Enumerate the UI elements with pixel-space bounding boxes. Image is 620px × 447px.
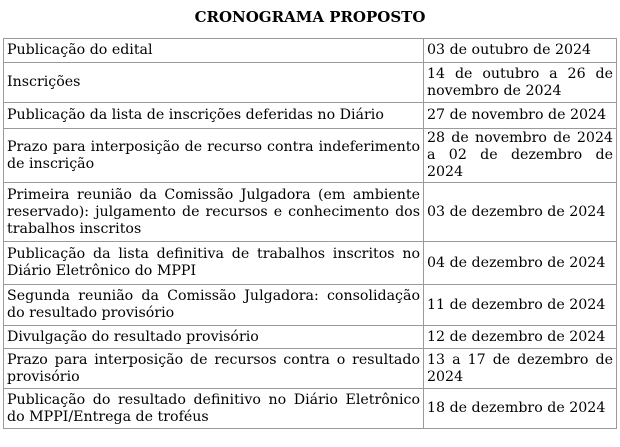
page-title: CRONOGRAMA PROPOSTO xyxy=(194,8,426,26)
date-cell: 03 de outubro de 2024 xyxy=(424,39,617,63)
table-row xyxy=(4,349,617,389)
date-cell: 04 de dezembro de 2024 xyxy=(424,242,617,285)
date-cell: 28 de novembro de 2024 a 02 de dezembro de 2024 xyxy=(424,129,617,183)
table-row xyxy=(4,183,617,242)
table-row xyxy=(4,103,617,129)
date-cell: 27 de novembro de 2024 xyxy=(424,103,617,129)
table-row xyxy=(4,389,617,429)
event-cell: Publicação do resultado definitivo no Diário Eletrônico do MPPI/Entrega de troféus xyxy=(4,389,424,429)
date-cell: 18 de dezembro de 2024 xyxy=(424,389,617,429)
date-cell: 13 a 17 de dezembro de 2024 xyxy=(424,349,617,389)
date-cell: 11 de dezembro de 2024 xyxy=(424,285,617,326)
event-cell: Inscrições xyxy=(4,63,424,103)
event-cell: Divulgação do resultado provisório xyxy=(4,326,424,349)
table-row xyxy=(4,129,617,183)
event-cell: Prazo para interposição de recurso contra indeferimento de inscrição xyxy=(4,129,424,183)
table-row xyxy=(4,285,617,326)
table-row xyxy=(4,242,617,285)
date-cell: 03 de dezembro de 2024 xyxy=(424,183,617,242)
table-row xyxy=(4,39,617,63)
event-cell: Publicação do edital xyxy=(4,39,424,63)
date-cell: 12 de dezembro de 2024 xyxy=(424,326,617,349)
event-cell: Prazo para interposição de recursos contra o resultado provisório xyxy=(4,349,424,389)
event-cell: Primeira reunião da Comissão Julgadora (em ambiente reservado): julgamento de recursos e conhecimento dos trabalhos inscritos xyxy=(4,183,424,242)
table-row xyxy=(4,63,617,103)
event-cell: Publicação da lista de inscrições deferidas no Diário xyxy=(4,103,424,129)
table-row xyxy=(4,326,617,349)
schedule-table xyxy=(3,38,617,429)
event-cell: Segunda reunião da Comissão Julgadora: consolidação do resultado provisório xyxy=(4,285,424,326)
date-cell: 14 de outubro a 26 de novembro de 2024 xyxy=(424,63,617,103)
event-cell: Publicação da lista definitiva de trabalhos inscritos no Diário Eletrônico do MPPI xyxy=(4,242,424,285)
